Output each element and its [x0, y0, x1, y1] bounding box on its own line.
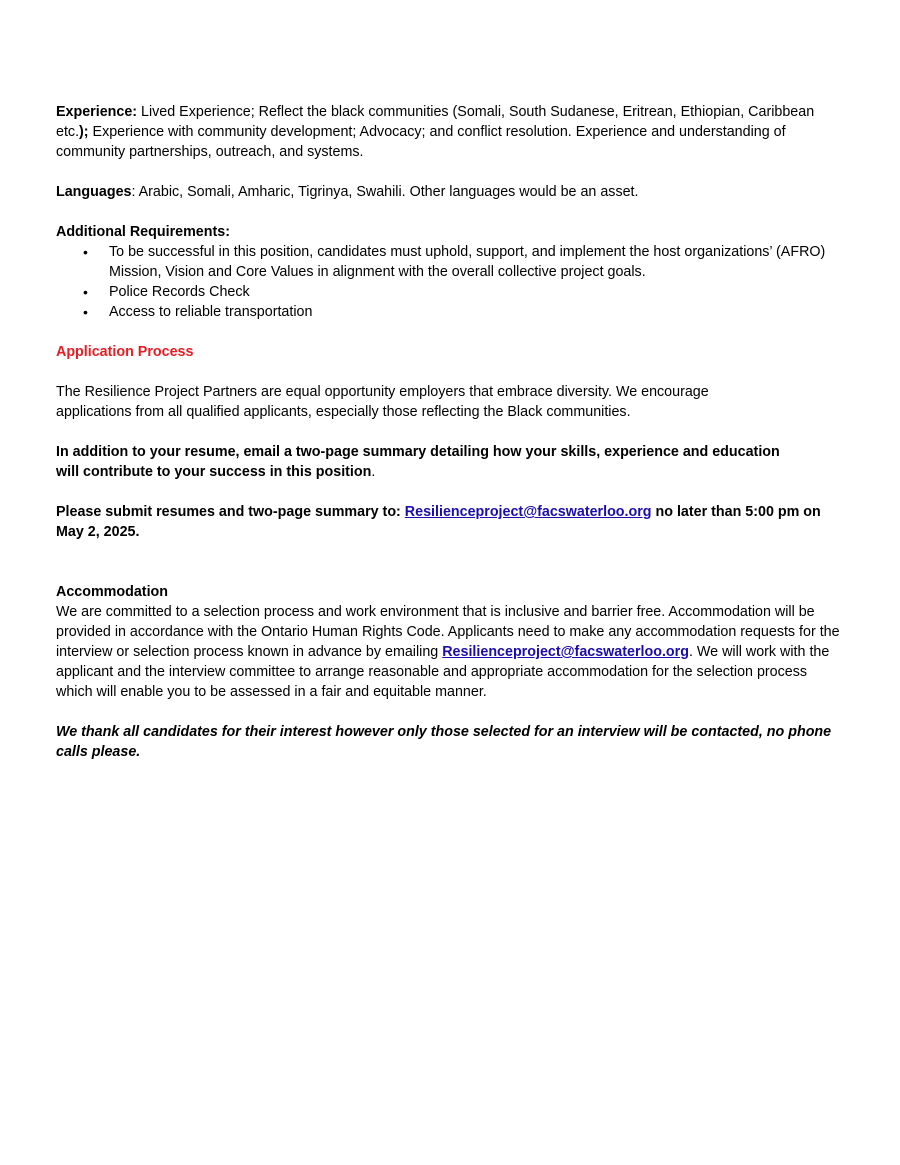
experience-text: Lived Experience; Reflect the black communities (Somali, South Sudanese, Eritrean, Ethiopian, Caribbean etc. — [56, 104, 815, 140]
requirement-item — [56, 302, 846, 322]
bullet-icon: • — [83, 244, 88, 260]
closing-note: We thank all candidates for their interest however only those selected for an interview will be contacted, no phone calls please. — [56, 724, 832, 760]
document-page — [56, 102, 846, 762]
requirement-item — [56, 242, 846, 282]
languages-label: Languages — [56, 184, 132, 200]
requirement-text: Access to reliable transportation — [109, 304, 313, 320]
experience-label: Experience: — [56, 104, 138, 120]
languages-paragraph — [56, 182, 846, 202]
accommodation-text-continued: . We will work with the applicant and the interview committee to arrange reasonable and appropriate accommodation for the selection process which will enable you to be assessed in a fair and equitable manner. — [56, 644, 830, 700]
languages-text: : Arabic, Somali, Amharic, Tigrinya, Swahili. Other languages would be an asset. — [131, 184, 639, 200]
resume-note — [56, 442, 781, 482]
requirement-text: To be successful in this position, candidates must uphold, support, and implement the host organizations’ (AFRO) Mission, Vision and Core Values in alignment with the overall collective project goals. — [109, 244, 826, 280]
resume-note-period: . — [371, 464, 376, 480]
requirement-item — [56, 282, 846, 302]
accommodation-heading: Accommodation — [56, 584, 169, 600]
bullet-icon: • — [83, 304, 88, 320]
application-process-heading: Application Process — [56, 344, 194, 360]
accommodation-paragraph — [56, 602, 846, 702]
submit-prefix: Please submit resumes and two-page summary to: — [56, 504, 405, 520]
accommodation-email-link[interactable]: Resilienceproject@facswaterloo.org — [442, 644, 689, 660]
bullet-icon: • — [83, 284, 88, 300]
accommodation-text: We are committed to a selection process and work environment that is inclusive and barrier free. Accommodation will be provided in accordance with the Ontario Human Rights Code. Applicants need to make any accommodation requests for the interview or selection process known in advance by emailing — [56, 604, 840, 660]
requirement-text: Police Records Check — [109, 284, 250, 300]
application-intro: The Resilience Project Partners are equal opportunity employers that embrace diversity. We encourage applications from all qualified applicants, especially those reflecting the Black communities. — [56, 384, 709, 420]
experience-paragraph — [56, 102, 846, 162]
resume-note-text: In addition to your resume, email a two-page summary detailing how your skills, experience and education will contribute to your success in this position — [56, 444, 780, 480]
experience-bracket: ); — [79, 124, 89, 140]
experience-text-continued: Experience with community development; Advocacy; and conflict resolution. Experience and understanding of community partnerships, outreach, and systems. — [56, 124, 786, 160]
application-email-link[interactable]: Resilienceproject@facswaterloo.org — [404, 504, 652, 520]
additional-requirements-list — [56, 242, 846, 322]
submit-instructions — [56, 502, 826, 542]
additional-requirements-heading: Additional Requirements: — [56, 224, 230, 240]
submit-suffix: no later than 5:00 pm on May 2, 2025. — [56, 504, 821, 540]
